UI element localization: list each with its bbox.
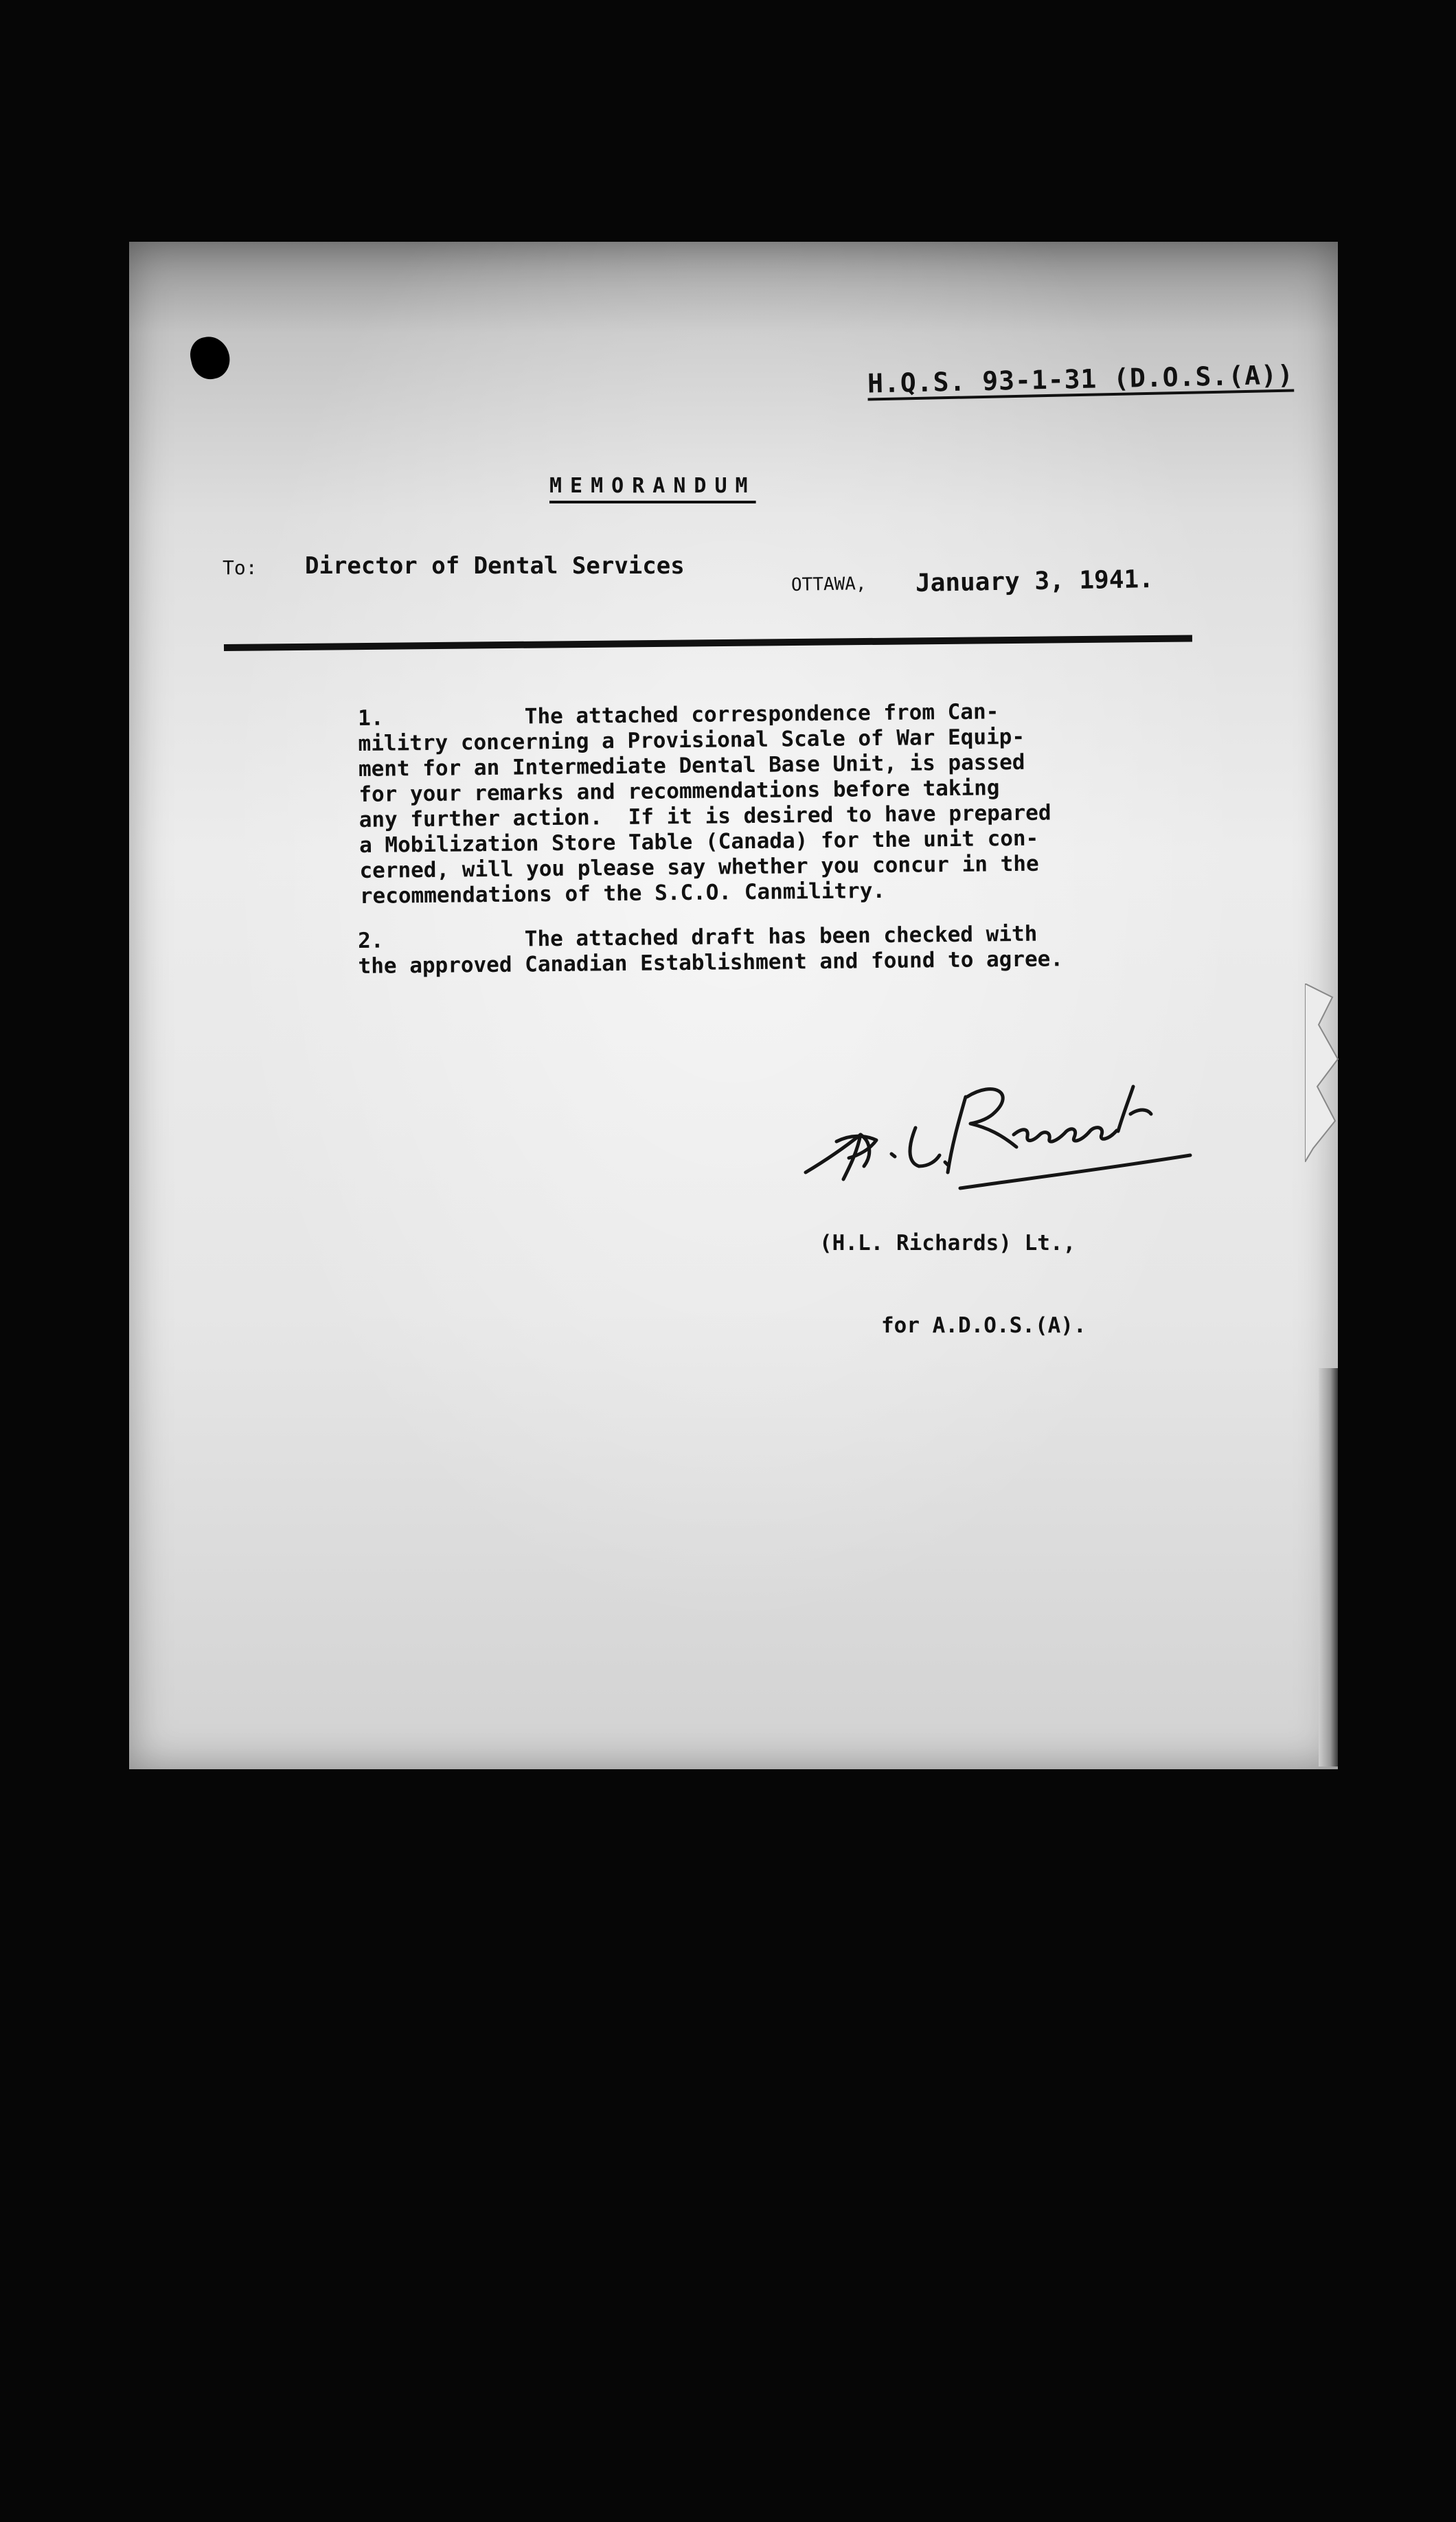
signer-role: for A.D.O.S.(A). xyxy=(881,1313,1087,1338)
recipient: Director of Dental Services xyxy=(305,552,685,580)
torn-edge xyxy=(1305,984,1346,1162)
paragraph-2: 2. The attached draft has been checked with the approved Canadian Establishment and found to agree. xyxy=(358,921,1064,979)
page-fold-shadow xyxy=(1319,1368,1338,1766)
to-label: To: xyxy=(223,556,258,579)
file-reference: H.Q.S. 93-1-31 (D.O.S.(A)) xyxy=(867,359,1295,399)
date: January 3, 1941. xyxy=(915,565,1154,598)
header-divider xyxy=(224,635,1192,651)
place: OTTAWA, xyxy=(790,573,867,595)
signature-block xyxy=(819,1174,1087,1394)
handwritten-signature xyxy=(795,1032,1194,1196)
memo-page xyxy=(129,242,1338,1769)
paragraph-1: 1. The attached correspondence from Can- militry concerning a Provisional Scale of War Equip- ment for an Intermediate Dental Base Unit, is passed for your remarks and recommendations before taking any further action. If it is desired to have prepared a Mobilization Store Table (Canada) for the unit con- cerned, will you please say whether you concur in the recommendations of the S.C.O. Canmilitry. xyxy=(358,699,1051,909)
signer-name: (H.L. Richards) Lt., xyxy=(819,1231,1076,1256)
memo-title: MEMORANDUM xyxy=(549,474,756,498)
punch-hole xyxy=(187,333,234,383)
